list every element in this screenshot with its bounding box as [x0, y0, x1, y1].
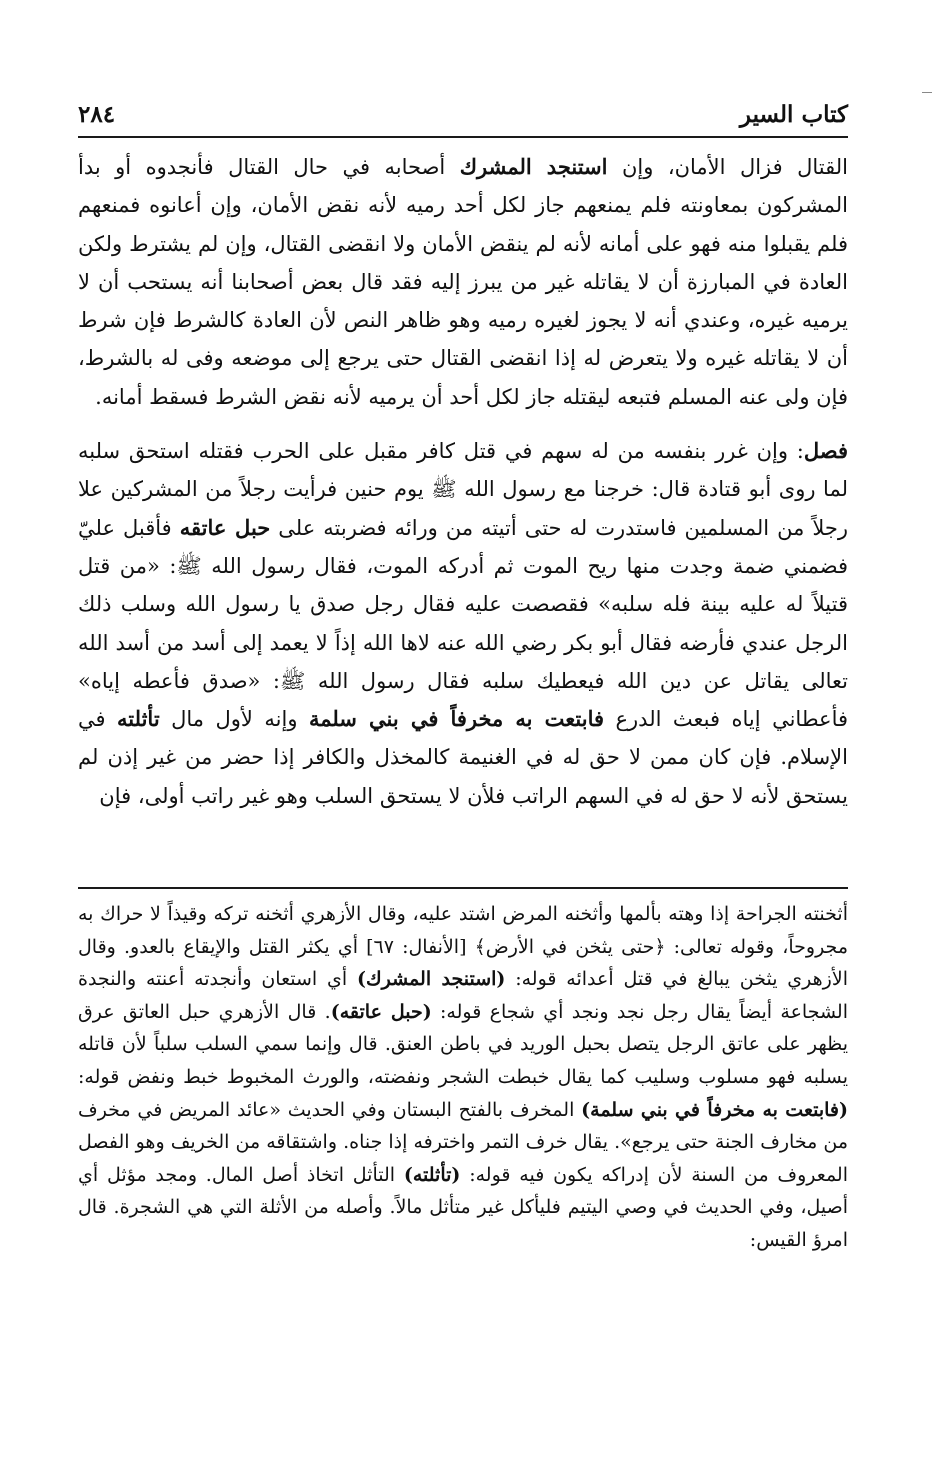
footnote-text-4: المخرف بالفتح البستان وفي الحديث «عائد المريض في مخرف من مخارف الجنة حتى يرجع». يقال خرف التمر واخترفه إذا جناه. واشتقاقه من الخريف وهو الفصل المعروف من السنة لأن إدراكه يكون فيه قوله: [78, 1098, 848, 1186]
term-ibtaatu-makhrafan: فابتعت به مخرفاً في بني سلمة [308, 706, 605, 732]
paragraph-1 [78, 148, 848, 416]
page-header [78, 92, 848, 136]
paragraph-1-text-1: القتال فزال الأمان، وإن [607, 155, 848, 179]
margin-mark [922, 92, 932, 93]
paragraph-2-text-4: في الإسلام. فإن كان ممن لا حق له في الغنيمة كالمخذل والكافر إذا حضر من غير إذن لم يستحق لأنه لا حق له في السهم الراتب فلأن لا يستحق السلب وهو غير راتب أولى، فإن [78, 707, 848, 808]
header-divider [78, 136, 848, 138]
footnote-text-1: أثخنته الجراحة إذا وهته بألمها وأثخنه المرض اشتد عليه، وقال الأزهري أثخنه تركه وقيذاً لا حراك به مجروحاً، وقوله تعالى: ﴿حتى يثخن في الأرض﴾ [الأنفال: ٦٧] أي يكثر القتل والإيقاع بالعدو. وقال الأزهري يثخن يبالغ في قتل أعدائه قوله: [78, 903, 848, 991]
footnote-term-4: (تأثلته) [403, 1163, 461, 1186]
footnote-divider [78, 887, 848, 889]
footnote-text-3: . قال الأزهري حبل العاتق عرق يظهر على عاتق الرجل يتصل بحبل الوريد في باطن العنق. قال وإنما سمي السلب سلباً لأن قاتله يسلبه فهو مسلوب وسليب كما يقال خبطت الشجر ونفضته، والورث المخبوط خبط ونفض قوله: [78, 1000, 848, 1088]
paragraph-2-text-3: وإنه لأول مال [159, 707, 309, 732]
term-taathaltuhu: تأثلته [117, 706, 160, 732]
term-istanjada-al-mushrik: استنجد المشرك [459, 154, 608, 179]
footnote-term-1: (استنجد المشرك) [356, 968, 506, 991]
footnote-text-5: التأثل اتخاذ أصل المال. ومجد مؤثل أي أصيل، وفي الحديث في وصي اليتيم فليأكل غير متأثل مالاً. وأصله من الأثلة التي هي الشجرة. قال امرؤ القيس: [78, 1163, 848, 1251]
footnote-paragraph [78, 898, 848, 1257]
footnote-text-2: أي استعان وأنجدته أعنته والنجدة الشجاعة أيضاً يقال رجل نجد ونجد أي شجاع قوله: [78, 968, 848, 1023]
term-habl-atiqihi: حبل عاتقه [179, 514, 271, 540]
footnote-term-3: (فابتعت به مخرفاً في بني سلمة) [581, 1098, 848, 1121]
footnotes [78, 898, 848, 1257]
paragraph-1-text-2: أصحابه في حال القتال فأنجدوه أو بدأ المشركون بمعاونته فلم يمنعهم جاز لكل أحد رميه لأنه نقض الأمان، وإن أعانوه فمنعهم فلم يقبلوا منه فهو على أمانه لأنه لم ينقض الأمان ولا انقضى القتال، وإن لم يشترط ولكن العادة في المبارزة أن لا يقاتله غير من يبرز إليه فقد قال بعض أصحابنا أنه يستحب أن لا يرميه غيره، وعندي أنه لا يجوز لغيره رميه وهو ظاهر النص لأن العادة كالشرط فإن شرط أن لا يقاتله غيره ولا يتعرض له إذا انقضى القتال حتى يرجع إلى موضعه وفى له بالشرط، فإن ولى عنه المسلم فتبعه ليقتله جاز لكل أحد أن يرميه لأنه نقض الشرط فسقط أمانه. [78, 155, 848, 409]
footnote-term-2: (حبل عاتقه) [330, 1000, 432, 1023]
paragraph-2-text-2: فأقبل عليّ فضمني ضمة وجدت منها ريح الموت ثم أدركه الموت، فقال رسول الله ﷺ: «من قتل قتيلاً له عليه بينة فله سلبه» فقصصت عليه فقال رجل صدق يا رسول الله وسلب ذلك الرجل عندي فأرضه فقال أبو بكر رضي الله عنه لاها الله إذاً لا يعمد إلى أسد من أسد الله تعالى يقاتل عن دين الله فيعطيك سلبه فقال رسول الله ﷺ: «صدق فأعطه إياه» فأعطاني إياه فبعث الدرع [78, 515, 849, 732]
paragraph-2 [78, 432, 848, 815]
main-text [78, 148, 848, 815]
section-heading-fasl: فصل [803, 438, 848, 464]
running-title: كتاب السير [739, 101, 848, 128]
paragraph-2-text-1: : وإن غرر بنفسه من له سهم في قتل كافر مقبل على الحرب فقتله استحق سلبه لما روى أبو قتادة قال: خرجنا مع رسول الله ﷺ يوم حنين فرأيت رجلاً من المشركين علا رجلاً من المسلمين فاستدرت له حتى أتيته من ورائه فضربته على [78, 439, 848, 540]
page-number: ٢٨٤ [78, 101, 116, 128]
